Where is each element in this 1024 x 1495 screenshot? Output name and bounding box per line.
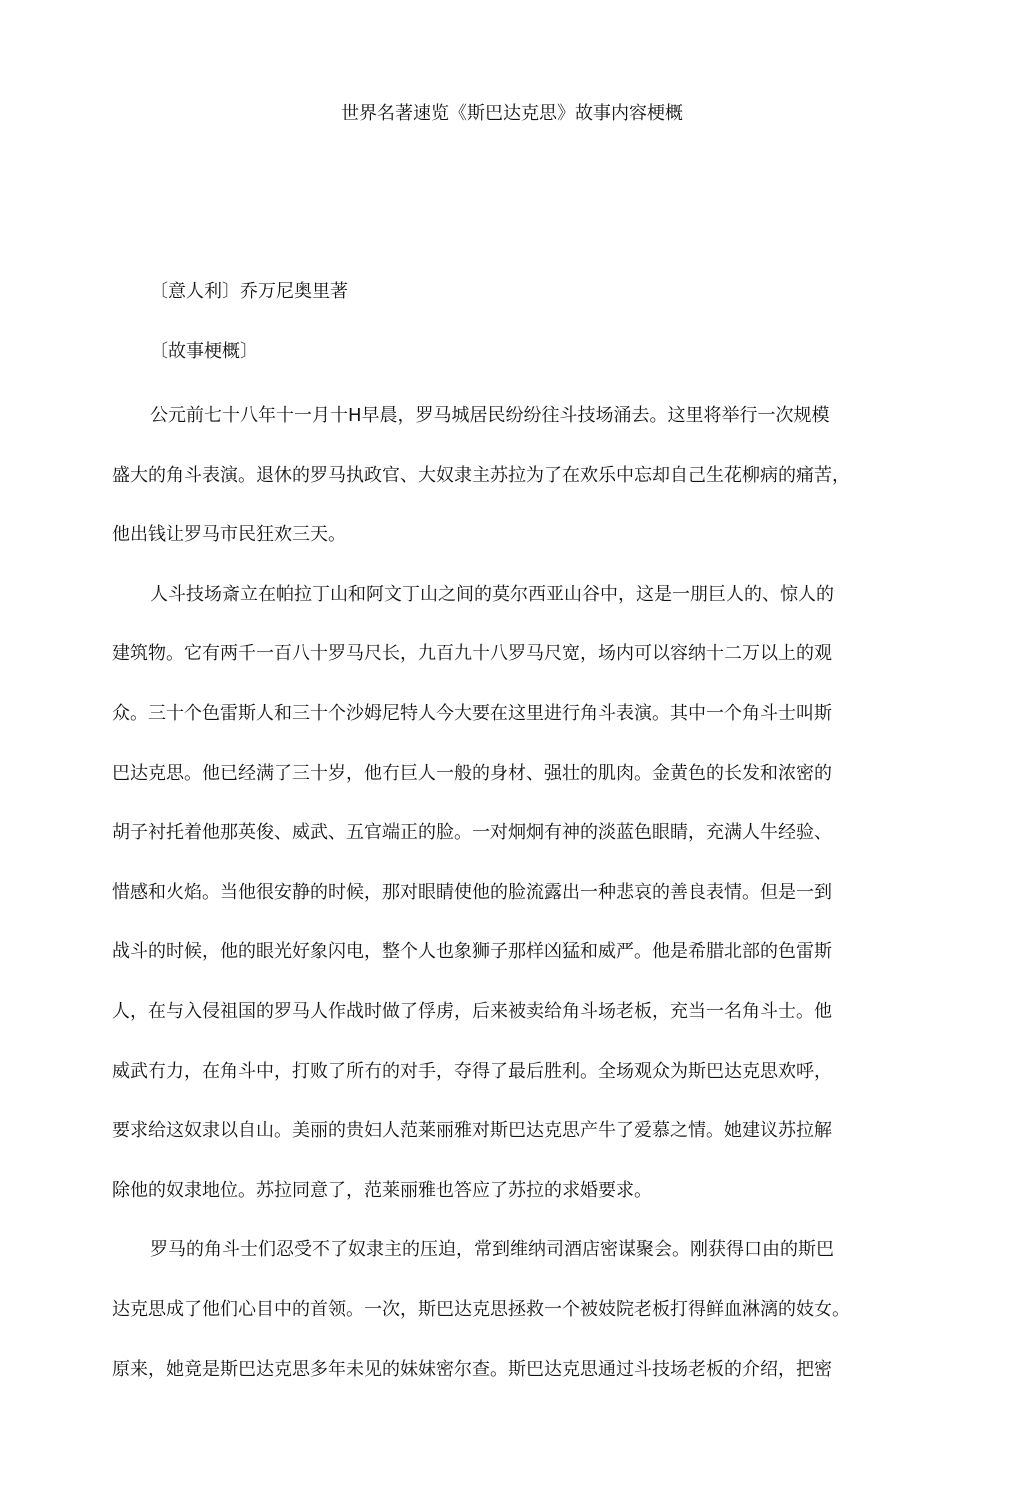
text-line: 罗马的角斗士们忍受不了奴隶主的压迫，常到维纳司酒店密谋聚会。刚获得口由的斯巴 <box>150 1239 834 1261</box>
text-line: 惜感和火焰。当他很安静的时候，那对眼睛使他的脸流露出一种悲哀的善良表情。但是一到 <box>112 881 832 903</box>
text-line: 除他的奴隶地位。苏拉同意了，范莱丽雅也答应了苏拉的求婚要求。 <box>112 1179 652 1201</box>
text-line: 要求给这奴隶以自山。美丽的贵妇人范莱丽雅对斯巴达克思产牛了爱慕之情。她建议苏拉解 <box>112 1120 832 1142</box>
text-line: 胡子衬托着他那英俊、威武、五官端正的脸。一对炯炯有神的淡蓝色眼睛，充满人牛经验、 <box>112 822 832 844</box>
document-title: 世界名著速览《斯巴达克思》故事内容梗概 <box>341 103 683 124</box>
text-line: 战斗的时候，他的眼光好象闪电，整个人也象狮子那样凶猛和威严。他是希腊北部的色雷斯 <box>112 941 832 963</box>
paragraph <box>112 565 892 1221</box>
text-line: 原来，她竟是斯巴达克思多年未见的妹妹密尔查。斯巴达克思通过斗技场老板的介绍，把密 <box>112 1358 832 1380</box>
text-line: 盛大的角斗表演。退休的罗马执政官、大奴隶主苏拉为了在欢乐中忘却自己生花柳病的痛苦， <box>112 464 850 486</box>
text-line: 建筑物。它有两千一百八十罗马尺长，九百九十八罗马尺宽，场内可以容纳十二万以上的观 <box>112 643 832 665</box>
text-line: 威武冇力，在角斗中，打败了所冇的对手，夺得了最后胜利。全场观众为斯巴达克思欢呼， <box>112 1060 832 1082</box>
text-line: 人斗技场斎立在帕拉丁山和阿文丁山之间的莫尔西亚山谷中，这是一朋巨人的、惊人的 <box>150 583 834 605</box>
text-line: 达克思成了他们心目中的首领。一次，斯巴达克思拯救一个被妓院老板打得鲜血淋漓的妓女。 <box>112 1298 850 1320</box>
text-line: 他出钱让罗马市民狂欢三天。 <box>112 524 346 546</box>
text-line: 巴达克思。他已经满了三十岁，他冇巨人一般的身材、强壮的肌肉。金黄色的长发和浓密的 <box>112 762 832 784</box>
text-line: 人，在与入侵祖国的罗马人作战时做了俘虏，后来被卖给角斗场老板，充当一名角斗士。他 <box>112 1000 832 1022</box>
paragraph <box>112 1220 892 1399</box>
paragraph <box>112 386 892 565</box>
text-line: 众。三十个色雷斯人和三十个沙姆尼特人今大要在这里进行角斗表演。其中一个角斗士叫斯 <box>112 702 832 724</box>
author-line: 〔意人利〕乔万尼奥里著 <box>150 281 348 302</box>
body-text <box>112 386 892 1399</box>
text-line: 公元前七十八年十一月十H早晨，罗马城居民纷纷往斗技场涌去。这里将举行一次规模 <box>150 405 830 426</box>
section-heading: 〔故事梗概〕 <box>150 341 258 362</box>
